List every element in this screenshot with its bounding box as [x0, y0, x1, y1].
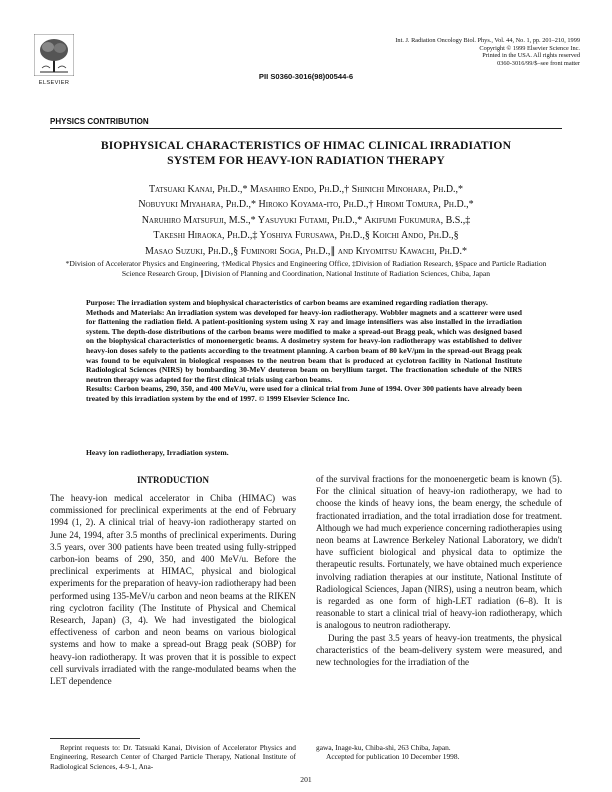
- footnote-continued: [316, 743, 562, 762]
- body-paragraph: During the past 3.5 years of heavy-ion treatments, the physical characteristics of the beam-delivery system were measured, and new technologies for the irradiation of the: [316, 632, 562, 668]
- printed-line: Printed in the USA. All rights reserved: [482, 52, 580, 60]
- copyright-line: Copyright © 1999 Elsevier Science Inc.: [479, 44, 580, 52]
- section-label: PHYSICS CONTRIBUTION: [50, 117, 149, 126]
- body-column-right: [316, 473, 562, 668]
- author-list: [50, 182, 562, 259]
- footnote-text: gawa, Inage-ku, Chiba-shi, 263 Chiba, Japan.: [316, 743, 451, 752]
- page-number: 201: [300, 775, 312, 784]
- title-line-2: SYSTEM FOR HEAVY-ION RADIATION THERAPY: [167, 154, 445, 167]
- section-divider: [50, 128, 562, 129]
- author-line: Takeshi Hiraoka, Ph.D.,‡ Yoshiya Furusawa, Ph.D.,§ Koichi Ando, Ph.D.,§: [153, 230, 459, 242]
- body-column-left: [50, 492, 296, 687]
- body-paragraph: The heavy-ion medical accelerator in Chiba (HIMAC) was commissioned for preclinical experiments at the end of February 1994 (1, 2). A clinical trial of heavy-ion radiotherapy started on June 24, 1994, after 3.5 months of preclinical experiments. During 3.5 years, over 300 patients have been treated using fully-stripped carbon-ion beams of 290, 350, and 400 MeV/u. Before the preclinical experiments at HIMAC, physical and biological experiments for the preparation of heavy-ion radiotherapy had been performed using 135-MeV/u carbon and neon beams at the RIKEN ring cyclotron facility (The Institute of Physical and Chemical Research, Japan) (3, 4). We had investigated the biological effectiveness of carbon and neon beams on various biological systems and how to make a spread-out Bragg peak (SOBP) for heavy-ion radiotherapy. It was proven that it is possible to expect cell survivals irradiated with the range-modulated beams when the LET dependence: [50, 493, 296, 687]
- footnote-text: Reprint requests to: Dr. Tatsuaki Kanai, Division of Accelerator Physics and Engineering, Research Center of Charged Particle Therapy, National Institute of Radiological Sciences, 4-9-1, Ana-: [50, 743, 296, 771]
- author-line: Naruhiro Matsufuji, M.S.,* Yasuyuki Futami, Ph.D.,* Akifumi Fukumura, B.S.,‡: [141, 214, 471, 226]
- abstract-purpose: Purpose: The irradiation system and biophysical characteristics of carbon beams are examined regarding radiation therapy.: [86, 298, 488, 307]
- accepted-date: Accepted for publication 10 December 1998.: [326, 752, 460, 762]
- section-heading-introduction: INTRODUCTION: [136, 475, 209, 485]
- elsevier-tree-logo-icon: [34, 34, 74, 76]
- author-line: Tatsuaki Kanai, Ph.D.,* Masahiro Endo, Ph.D.,† Shinichi Minohara, Ph.D.,*: [148, 184, 464, 195]
- publisher-logo-text: ELSEVIER: [38, 80, 70, 86]
- issn-line: 0360-3016/99/$–see front matter: [497, 60, 580, 68]
- abstract-methods: Methods and Materials: An irradiation system was developed for heavy-ion radiotherapy. Wobbler magnets and a scatterer were used for flattening the radiation field. A patient-positioning system using X ray and image intensifiers was also installed in the irradiation system. The depth-dose distributions of the carbon beams were modified to make a spread-out Bragg peak, which was designed based on the biophysical characteristics of monoenergetic beams. A dosimetry system for heavy-ion radiotherapy was established to deliver heavy-ion doses safely to the patients according to the treatment planning. A carbon beam of 80 keV/μm in the spread-out Bragg peak was found to be equivalent in biological responses to the neutron beam that is produced at cyclotron facility in National Institute Radiological Sciences (NIRS) by bombarding 30-MeV deuteron beam on beryllium target. The fractionation schedule of the NIRS neutron therapy was adapted for the first clinical trials using carbon beams.: [86, 307, 522, 384]
- keywords: Heavy ion radiotherapy, Irradiation system.: [86, 448, 229, 457]
- affiliations: *Division of Accelerator Physics and Engineering, †Medical Physics and Engineering Office, ‡Division of Radiation Research, §Space and Particle Radiation Science Research Group, ∥Division of Planning and Coordination, National Institute of Radiation Sciences, Chiba, Japan: [65, 259, 547, 278]
- footnote-divider: [50, 738, 140, 739]
- journal-citation: Int. J. Radiation Oncology Biol. Phys., Vol. 44, No. 1, pp. 201–210, 1999: [395, 37, 580, 44]
- journal-info: [280, 37, 580, 68]
- abstract: [86, 298, 522, 404]
- paper-title: [50, 138, 562, 168]
- author-line: Masao Suzuki, Ph.D.,§ Fuminori Soga, Ph.D.,∥ and Kiyomitsu Kawachi, Ph.D.*: [144, 245, 468, 257]
- body-paragraph: of the survival fractions for the monoenergetic beam is known (5). For the clinical situation of heavy-ion radiotherapy, we had to choose the kinds of heavy ions, the beam energy, the schedule of fractionated irradiation, and the total irradiation dose for treatment. Although we had much experience concerning radiotherapies using neon beams at Lawrence Berkeley National Laboratory, we didn't have sufficient biological and physical data to optimize the therapeutic results. Fortunately, we have obtained much experience involving radiation therapies at our institute, National Institute of Radiological Sciences, Japan (NIRS), using a neutron beam, which is regarded as one form of high-LET radiation (6–8). It is reasonable to start a clinical trial of heavy-ion radiotherapy, which is analogous to neutron radiotherapy.: [316, 474, 562, 631]
- abstract-results: Results: Carbon beams, 290, 350, and 400 MeV/u, were used for a clinical trial from June of 1994. Over 300 patients have already been treated by this irradiation system by the end of 1997. © 1999 Elsevier Science Inc.: [86, 384, 522, 403]
- footnote-reprint-requests: [50, 743, 296, 771]
- title-line-1: BIOPHYSICAL CHARACTERISTICS OF HIMAC CLINICAL IRRADIATION: [100, 139, 512, 152]
- author-line: Nobuyuki Miyahara, Ph.D.,* Hiroko Koyama-ito, Ph.D.,† Hiromi Tomura, Ph.D.,*: [138, 199, 474, 211]
- pii-identifier: PII S0360-3016(98)00544-6: [258, 72, 354, 81]
